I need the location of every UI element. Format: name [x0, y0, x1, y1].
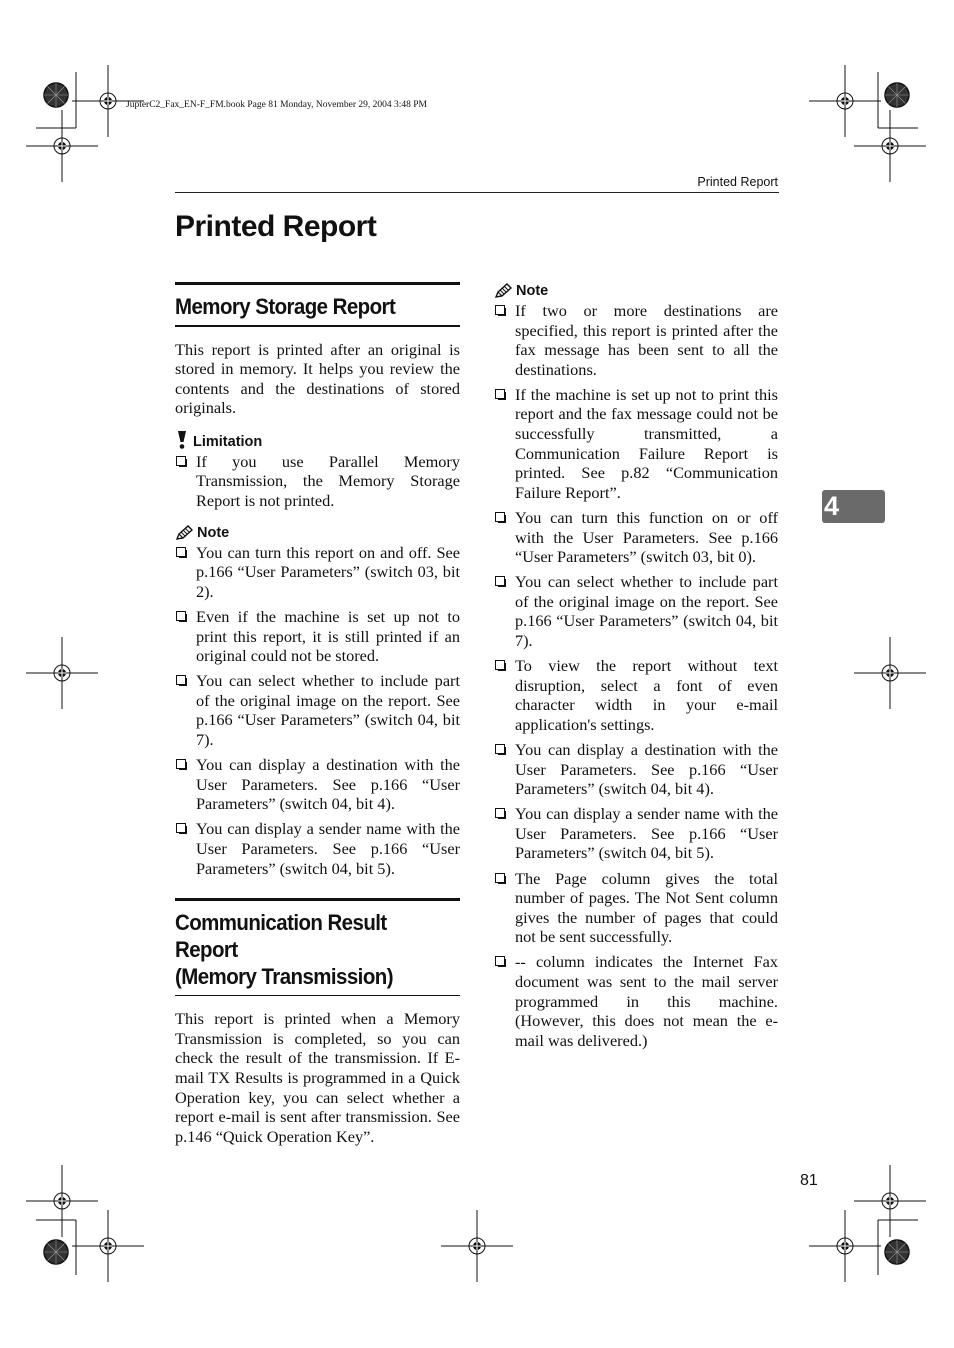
- note-heading: [175, 525, 460, 541]
- checkbox-icon: [495, 660, 505, 670]
- section-title-memory-storage-report: Memory Storage Report: [175, 294, 396, 319]
- list-item: You can display a destination with the User Parameters. See p.166 “User Parameters” (switch 04, bit 4).: [175, 755, 460, 814]
- left-column: [175, 282, 460, 1146]
- note-label: Note: [197, 524, 230, 541]
- checkbox-icon: [495, 744, 505, 754]
- list-item: You can turn this function on or off with the User Parameters. See p.166 “User Parameters” (switch 03, bit 0).: [494, 508, 778, 567]
- list-item: You can select whether to include part of the original image on the report. See p.166 “User Parameters” (switch 04, bit 7).: [175, 671, 460, 749]
- checkbox-icon: [495, 576, 505, 586]
- checkbox-icon: [495, 956, 505, 966]
- list-item: To view the report without text disruption, select a font of even character width in your e-mail application's settings.: [494, 656, 778, 734]
- list-item: -- column indicates the Internet Fax document was sent to the mail server programmed in this machine. (However, this does not mean the e-mail was delivered.): [494, 952, 778, 1050]
- limitation-heading: [175, 430, 460, 450]
- file-info-line: JupterC2_Fax_EN-F_FM.book Page 81 Monday, November 29, 2004 3:48 PM: [126, 100, 427, 110]
- list-item: If you use Parallel Memory Transmission, the Memory Storage Report is not printed.: [175, 452, 460, 511]
- right-column: [494, 283, 778, 1056]
- list-item: You can display a destination with the User Parameters. See p.166 “User Parameters” (switch 04, bit 4).: [494, 740, 778, 799]
- chapter-number: 4: [824, 491, 840, 521]
- section-rule-bottom: [175, 325, 460, 327]
- running-header: Printed Report: [697, 175, 778, 189]
- limitation-label: Limitation: [193, 433, 263, 450]
- section-title-communication-result-report: Communication Result Report (Memory Transmission): [175, 909, 393, 989]
- memory-storage-intro: This report is printed after an original is stored in memory. It helps you review the contents and the destinations of stored originals.: [175, 339, 460, 418]
- chapter-tab: [822, 490, 885, 523]
- page-number: 81: [800, 1172, 818, 1189]
- note-heading: [494, 283, 778, 299]
- limitation-list: [175, 452, 460, 511]
- checkbox-icon: [495, 512, 505, 522]
- note-label: Note: [516, 283, 549, 299]
- list-item: You can display a sender name with the User Parameters. See p.166 “User Parameters” (switch 04, bit 5).: [175, 819, 460, 878]
- checkbox-icon: [176, 547, 186, 557]
- list-item: If two or more destinations are specified, this report is printed after the fax message has been sent to all the destinations.: [494, 301, 778, 379]
- list-item: The Page column gives the total number of pages. The Not Sent column gives the number of pages that could not be sent successfully.: [494, 869, 778, 947]
- list-item: You can turn this report on and off. See p.166 “User Parameters” (switch 03, bit 2).: [175, 543, 460, 602]
- header-rule: [175, 192, 779, 193]
- list-item: You can select whether to include part of the original image on the report. See p.166 “User Parameters” (switch 04, bit 7).: [494, 572, 778, 650]
- pencil-icon: [175, 525, 193, 541]
- note-list: [494, 301, 778, 1050]
- pencil-icon: [494, 283, 512, 299]
- checkbox-icon: [176, 759, 186, 769]
- exclamation-icon: [175, 430, 189, 450]
- checkbox-icon: [176, 456, 186, 466]
- note-list: [175, 543, 460, 879]
- section-rule-bottom: [175, 995, 460, 997]
- list-item: Even if the machine is set up not to print this report, it is still printed if an original could not be stored.: [175, 607, 460, 666]
- checkbox-icon: [495, 305, 505, 315]
- checkbox-icon: [495, 389, 505, 399]
- checkbox-icon: [176, 611, 186, 621]
- list-item: If the machine is set up not to print this report and the fax message could not be successfully transmitted, a Communication Failure Report is printed. See p.82 “Communication Failure Report”.: [494, 385, 778, 503]
- list-item: You can display a sender name with the User Parameters. See p.166 “User Parameters” (switch 04, bit 5).: [494, 804, 778, 863]
- checkbox-icon: [495, 808, 505, 818]
- communication-result-intro: This report is printed when a Memory Transmission is completed, so you can check the result of the transmission. If E-mail TX Results is programmed in a Quick Operation key, you can select whether a report e-mail is sent after transmission. See p.146 “Quick Operation Key”.: [175, 1009, 460, 1146]
- checkbox-icon: [176, 823, 186, 833]
- checkbox-icon: [176, 675, 186, 685]
- page-title: Printed Report: [175, 210, 377, 243]
- checkbox-icon: [495, 873, 505, 883]
